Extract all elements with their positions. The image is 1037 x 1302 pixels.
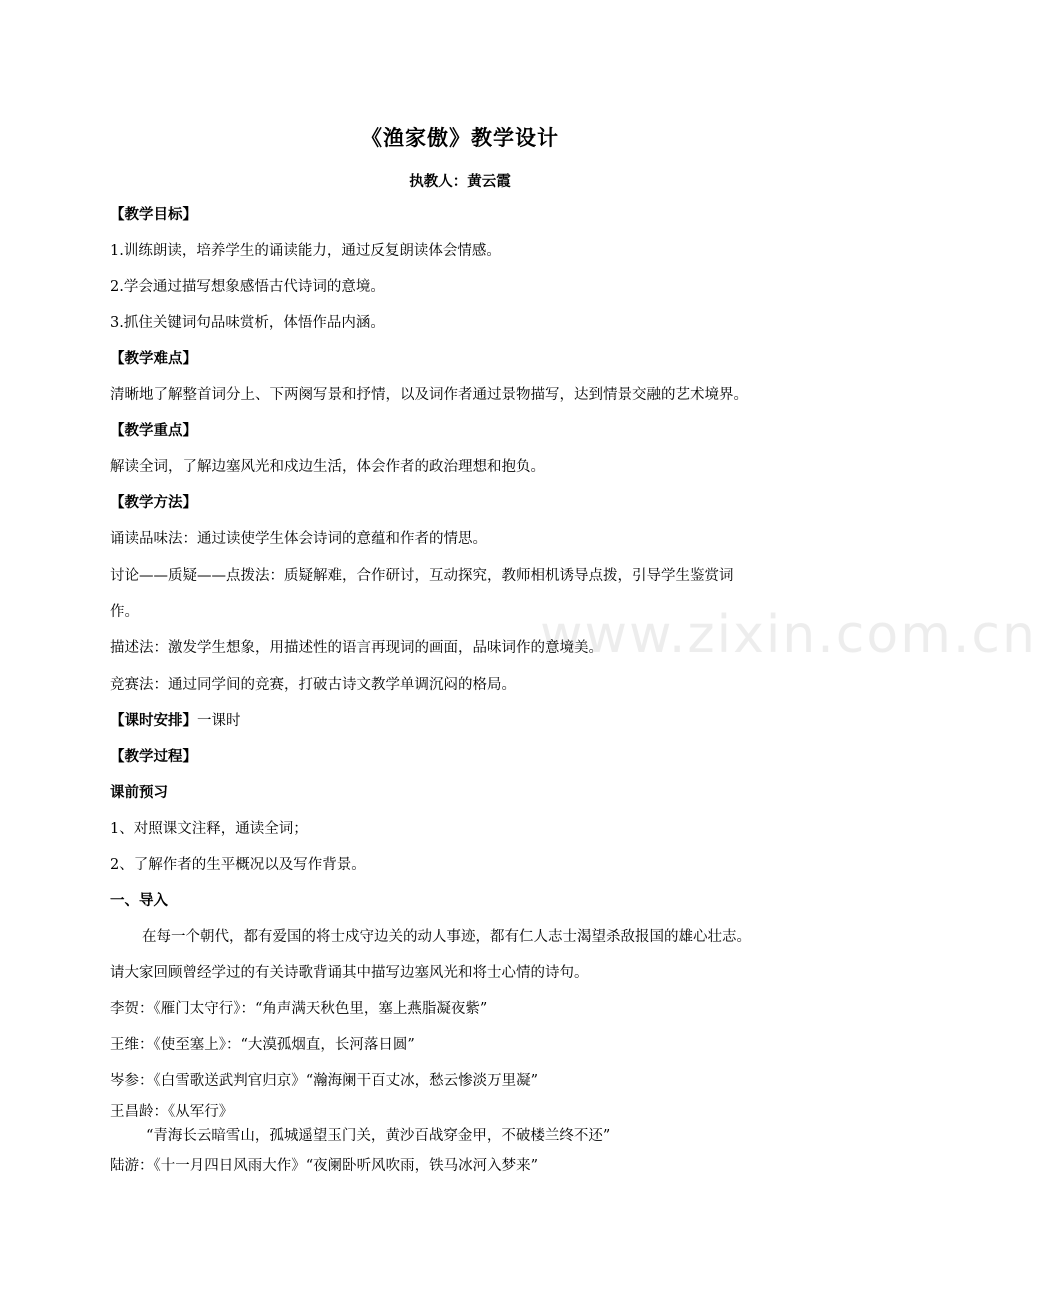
- method-item-3: 描述法：激发学生想象，用描述性的语言再现词的画面，品味词作的意境美。: [110, 640, 603, 656]
- difficulty-text: 清晰地了解整首词分上、下两阕写景和抒情，以及词作者通过景物描写，达到情景交融的艺术境界。: [110, 387, 748, 403]
- goal-item-2: 2.学会通过描写想象感悟古代诗词的意境。: [110, 279, 385, 295]
- goal-item-1: 1.训练朗读，培养学生的诵读能力，通过反复朗读体会情感。: [110, 243, 501, 259]
- page-title: 《渔家傲》教学设计: [361, 126, 559, 150]
- method-item-1: 诵读品味法：通过读使学生体会诗词的意蕴和作者的情思。: [110, 531, 487, 547]
- poem-quote-3: 岑参：《白雪歌送武判官归京》“瀚海阑干百丈冰，愁云惨淡万里凝”: [110, 1073, 539, 1089]
- poem-quote-1: 李贺：《雁门太守行》：“角声满天秋色里，塞上燕脂凝夜紫”: [110, 1001, 488, 1017]
- preview-item-1: 1、对照课文注释，通读全词；: [110, 821, 308, 837]
- methods-heading: 【教学方法】: [110, 495, 197, 511]
- intro-heading: 一、导入: [110, 893, 168, 909]
- method-item-2-cont: 作。: [110, 604, 139, 620]
- process-heading: 【教学过程】: [110, 749, 197, 765]
- poem-quote-2: 王维：《使至塞上》：“大漠孤烟直，长河落日圆”: [110, 1037, 415, 1053]
- schedule-text: 一课时: [197, 713, 241, 729]
- difficulty-heading: 【教学难点】: [110, 351, 197, 367]
- watermark: www.zixin.com.cn: [540, 605, 1037, 665]
- key-points-text: 解读全词，了解边塞风光和戍边生活，体会作者的政治理想和抱负。: [110, 459, 545, 475]
- method-item-2: 讨论——质疑——点拨法：质疑解难，合作研讨，互动探究，教师相机诱导点拨，引导学生鉴赏词: [110, 568, 734, 584]
- preview-heading: 课前预习: [110, 785, 168, 801]
- goal-item-3: 3.抓住关键词句品味赏析，体悟作品内涵。: [110, 315, 385, 331]
- schedule-line: [110, 711, 822, 731]
- intro-paragraph-1: 在每一个朝代，都有爱国的将士戍守边关的动人事迹，都有仁人志士渴望杀敌报国的雄心壮志。: [142, 929, 751, 945]
- preview-item-2: 2、了解作者的生平概况以及写作背景。: [110, 857, 366, 873]
- poem-quote-4-text: “青海长云暗雪山，孤城遥望玉门关，黄沙百战穿金甲，不破楼兰终不还”: [146, 1128, 611, 1144]
- poem-quote-5: 陆游：《十一月四日风雨大作》“夜阑卧听风吹雨，铁马冰河入梦来”: [110, 1158, 539, 1174]
- intro-paragraph-2: 请大家回顾曾经学过的有关诗歌背诵其中描写边塞风光和将士心情的诗句。: [110, 965, 589, 981]
- method-item-4: 竞赛法：通过同学间的竞赛，打破古诗文教学单调沉闷的格局。: [110, 677, 516, 693]
- goals-heading: 【教学目标】: [110, 207, 197, 223]
- author-line: 执教人：黄云霞: [409, 174, 511, 190]
- key-points-heading: 【教学重点】: [110, 423, 197, 439]
- poem-quote-4-source: 王昌龄：《从军行》: [110, 1104, 234, 1120]
- schedule-heading: 【课时安排】: [110, 713, 197, 729]
